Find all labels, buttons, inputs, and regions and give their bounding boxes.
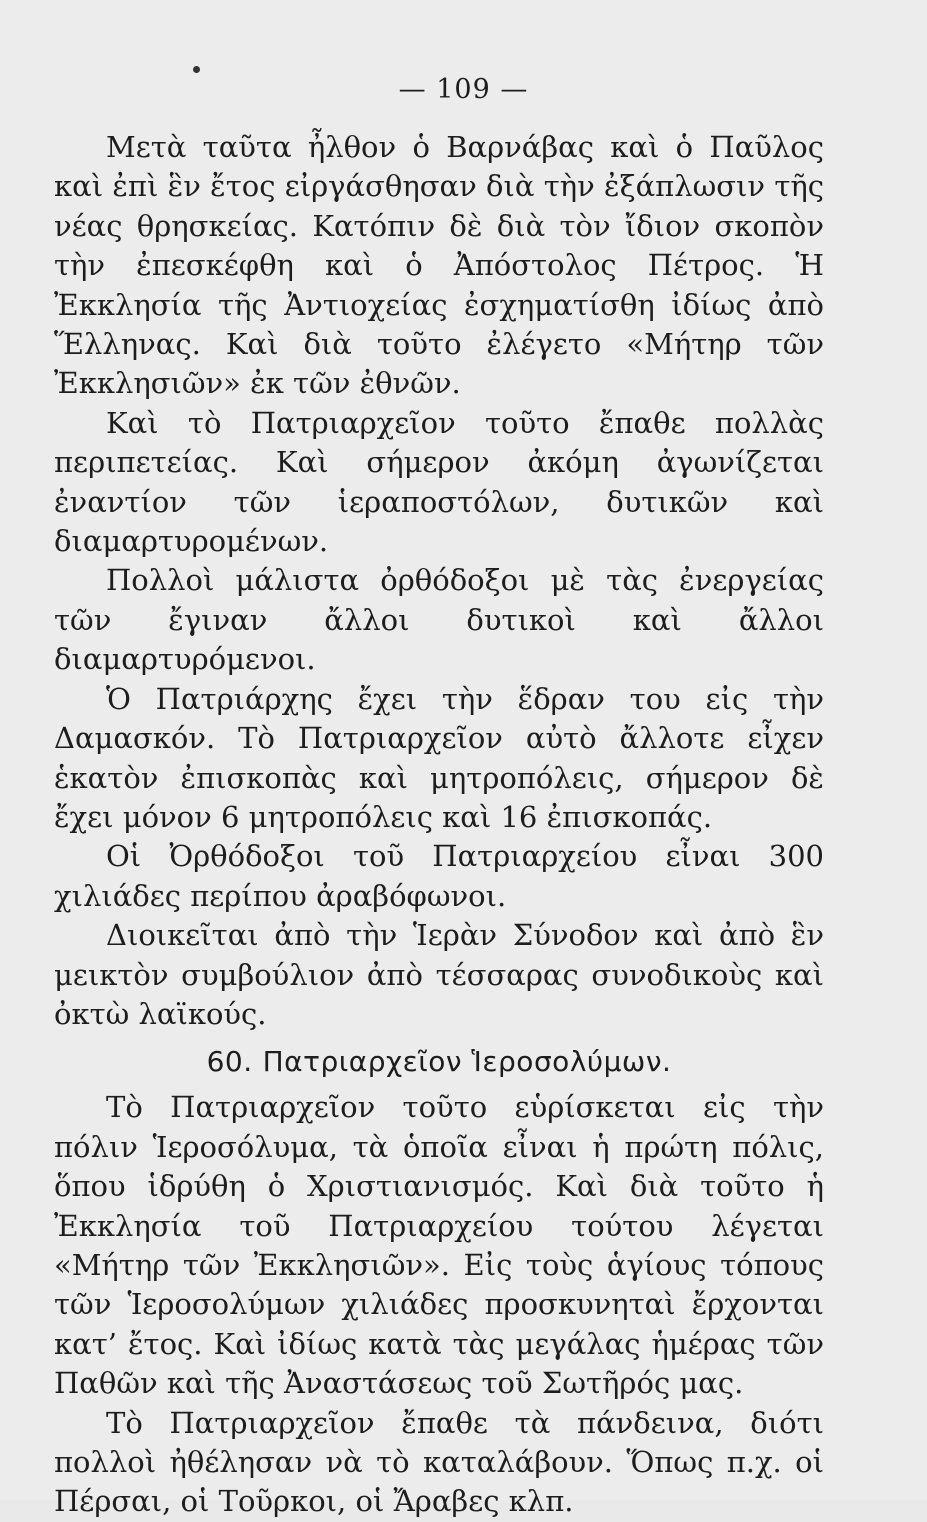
page-body [54,128,824,1522]
paragraph-antioch-founding: Μετὰ ταῦτα ἦλθον ὁ Βαρνάβας καὶ ὁ Παῦλος καὶ ἐπὶ ἓν ἔτος εἰργάσθησαν διὰ τὴν ἐξάπλωσιν τῆς νέας θρησκείας. Κατόπιν δὲ διὰ τὸν ἴδιον σκοπὸν τὴν ἐπεσκέφθη καὶ ὁ Ἀπόστολος Πέτρος. Ἡ Ἐκκλησία τῆς Ἀντιοχείας ἐσχηματίσθη ἰδίως ἀπὸ Ἕλληνας. Καὶ διὰ τοῦτο ἐλέγετο «Μήτηρ τῶν Ἐκκλησιῶν» ἐκ τῶν ἐθνῶν. [54,130,824,401]
paragraph-antioch-patriarch-seat: Ὁ Πατριάρχης ἔχει τὴν ἕδραν του εἰς τὴν Δαμασκόν. Τὸ Πατριαρχεῖον αὐτὸ ἄλλοτε εἶχεν ἑκατὸν ἐπισκοπὰς καὶ μητροπόλεις, σήμερον δὲ ἔχει μόνον 6 μητροπόλεις καὶ 16 ἐπισκοπάς. [54,681,824,834]
section-title: Πατριαρχεῖον Ἱεροσολύμων. [262,1045,672,1079]
ink-dot [193,66,200,73]
paragraph-antioch-converts: Πολλοὶ μάλιστα ὀρθόδοξοι μὲ τὰς ἐνεργείας τῶν ἔγιναν ἄλλοι δυτικοὶ καὶ ἄλλοι διαμαρτυρόμενοι. [54,563,824,677]
paragraph-antioch-adventures: Καὶ τὸ Πατριαρχεῖον τοῦτο ἔπαθε πολλὰς περιπετείας. Καὶ σήμερον ἀκόμη ἀγωνίζεται ἐναντίον τῶν ἱεραποστόλων, δυτικῶν καὶ διαμαρτυρομένων. [54,405,824,559]
paragraph-jerusalem-location: Τὸ Πατριαρχεῖον τοῦτο εὑρίσκεται εἰς τὴν πόλιν Ἱεροσόλυμα, τὰ ὁποῖα εἶναι ἡ πρώτη πόλις, ὅπου ἱδρύθη ὁ Χριστιανισμός. Καὶ διὰ τοῦτο ἡ Ἐκκλησία τοῦ Πατριαρχείου τούτου λέγεται «Μήτηρ τῶν Ἐκκλησιῶν». Εἰς τοὺς ἁγίους τόπους τῶν Ἱεροσολύμων χιλιάδες προσκυνηταὶ ἔρχονται κατ’ ἔτος. Καὶ ἰδίως κατὰ τὰς μεγάλας ἡμέρας τῶν Παθῶν καὶ τῆς Ἀναστάσεως τοῦ Σωτῆρός μας. [54,1090,824,1401]
paragraph-antioch-governance: Διοικεῖται ἀπὸ τὴν Ἱερὰν Σύνοδον καὶ ἀπὸ ἓν μεικτὸν συμβούλιον ἀπὸ τέσσαρας συνοδικοὺς καὶ ὀκτὼ λαϊκούς. [54,918,824,1031]
page-number: — 109 — [398,74,529,105]
section-heading [54,1039,824,1084]
paragraph-jerusalem-hardships: Τὸ Πατριαρχεῖον ἔπαθε τὰ πάνδεινα, διότι πολλοὶ ἠθέλησαν νὰ τὸ καταλάβουν. Ὅπως π.χ. οἱ Πέρσαι, οἱ Τοῦρκοι, οἱ Ἄραβες κλπ. [54,1405,824,1519]
paragraph-antioch-population: Οἱ Ὀρθόδοξοι τοῦ Πατριαρχείου εἶναι 300 χιλιάδες περίπου ἀραβόφωνοι. [54,839,824,913]
section-number: 60. [206,1045,253,1079]
